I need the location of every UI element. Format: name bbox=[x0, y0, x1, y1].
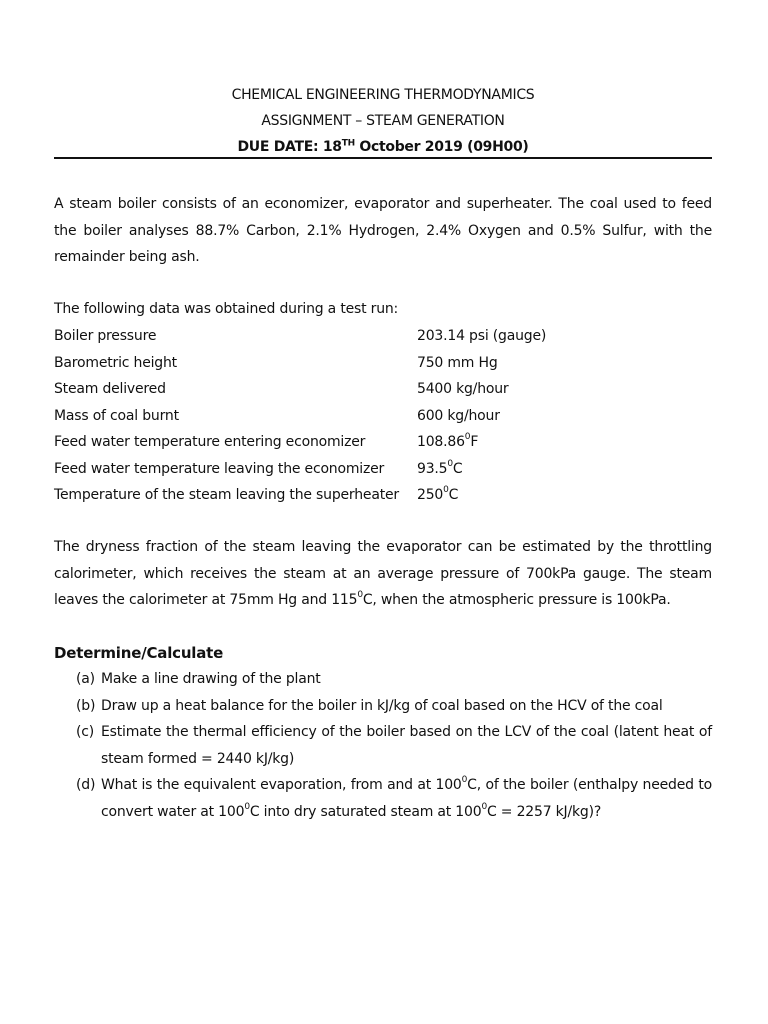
value-number: 108.86 bbox=[417, 434, 465, 450]
question-text-part: What is the equivalent evaporation, from and at 100 bbox=[101, 777, 462, 793]
data-row bbox=[54, 456, 712, 483]
data-label: Feed water temperature entering economizer bbox=[54, 434, 366, 450]
course-title: CHEMICAL ENGINEERING THERMODYNAMICS bbox=[231, 87, 535, 103]
due-date-rest: October 2019 (09H00) bbox=[354, 139, 529, 155]
degree-mark: 0 bbox=[481, 801, 487, 812]
question-text bbox=[101, 772, 712, 825]
data-row bbox=[54, 482, 712, 509]
data-row bbox=[54, 376, 712, 403]
degree-mark: 0 bbox=[461, 775, 468, 786]
data-value bbox=[417, 456, 712, 483]
question-text: Make a line drawing of the plant bbox=[101, 671, 321, 687]
data-label: Feed water temperature leaving the economizer bbox=[54, 460, 385, 477]
determine-heading: Determine/Calculate bbox=[54, 644, 224, 662]
question-item bbox=[76, 772, 712, 825]
data-row bbox=[54, 429, 712, 456]
data-label: Mass of coal burnt bbox=[54, 407, 179, 424]
question-marker: (b) bbox=[76, 697, 96, 714]
document-header bbox=[54, 84, 712, 162]
question-text: Draw up a heat balance for the boiler in kJ/kg of coal based on the HCV of the coal bbox=[101, 697, 663, 714]
assignment-title: ASSIGNMENT – STEAM GENERATION bbox=[261, 113, 505, 129]
question-text-part: C = 2257 kJ/kg)? bbox=[486, 803, 602, 820]
data-intro: The following data was obtained during a test run: bbox=[54, 301, 399, 317]
data-row bbox=[54, 323, 712, 350]
question-item bbox=[76, 693, 712, 720]
question-text-part: C into dry saturated steam at 100 bbox=[249, 803, 482, 820]
data-label: Steam delivered bbox=[54, 381, 166, 397]
test-data-table bbox=[54, 323, 712, 509]
data-row bbox=[54, 350, 712, 377]
value-number: 93.5 bbox=[417, 460, 448, 477]
question-text: Estimate the thermal efficiency of the boiler based on the LCV of the coal (latent heat of steam formed = 2440 kJ/kg) bbox=[101, 724, 712, 767]
degree-mark: 0 bbox=[357, 590, 363, 601]
data-row bbox=[54, 403, 712, 430]
data-label: Boiler pressure bbox=[54, 328, 157, 344]
data-value: 750 mm Hg bbox=[417, 354, 498, 371]
degree-mark: 0 bbox=[443, 485, 449, 496]
data-value: 600 kg/hour bbox=[417, 407, 500, 424]
value-unit: C bbox=[452, 460, 463, 477]
dryness-paragraph bbox=[54, 534, 712, 614]
question-marker: (d) bbox=[76, 777, 96, 793]
question-item bbox=[76, 719, 712, 772]
question-list bbox=[76, 666, 712, 825]
dryness-text-end: C, when the atmospheric pressure is 100kPa. bbox=[362, 592, 671, 608]
data-label: Temperature of the steam leaving the superheater bbox=[54, 487, 399, 503]
value-unit: C bbox=[448, 487, 459, 503]
degree-mark: 0 bbox=[447, 458, 453, 469]
data-label: Barometric height bbox=[54, 354, 177, 371]
question-marker: (a) bbox=[76, 671, 95, 687]
degree-mark: 0 bbox=[464, 432, 471, 443]
dryness-text: The dryness fraction of the steam leaving the evaporator can be estimated by the throttling calorimeter, which receives the steam at an average pressure of 700kPa gauge. The steam leaves the calorimeter at 75mm Hg and 115 bbox=[54, 539, 712, 608]
question-item bbox=[76, 666, 712, 693]
data-value bbox=[417, 482, 712, 509]
data-value bbox=[417, 429, 712, 456]
data-value: 5400 kg/hour bbox=[417, 381, 509, 397]
due-date-day: DUE DATE: 18 bbox=[237, 139, 342, 155]
degree-mark: 0 bbox=[244, 801, 250, 812]
question-marker: (c) bbox=[76, 724, 95, 740]
question-text-part: C, of the boiler (enthalpy needed to convert water at 100 bbox=[101, 777, 712, 820]
value-unit: F bbox=[470, 434, 479, 450]
data-value: 203.14 psi (gauge) bbox=[417, 328, 547, 344]
intro-paragraph: A steam boiler consists of an economizer, evaporator and superheater. The coal used to feed the boiler analyses 88.7% Carbon, 2.1% Hydrogen, 2.4% Oxygen and 0.5% Sulfur, with the remainder being ash. bbox=[54, 196, 712, 265]
due-date-ordinal: TH bbox=[341, 138, 355, 149]
header-divider bbox=[54, 157, 712, 159]
value-number: 250 bbox=[417, 487, 444, 503]
